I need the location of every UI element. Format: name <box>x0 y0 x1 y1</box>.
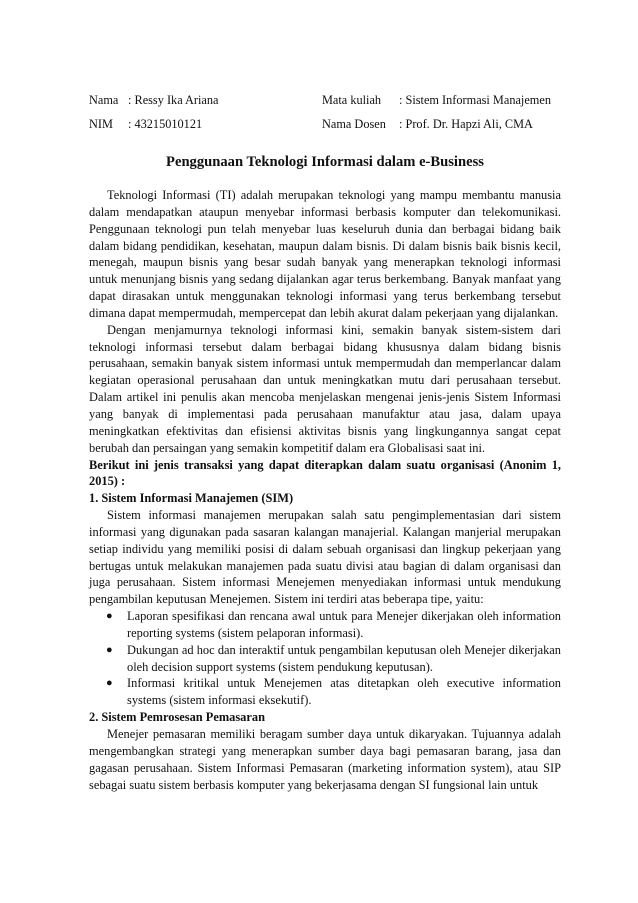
dosen-label: Nama Dosen <box>322 117 386 131</box>
section-2-heading: 2. Sistem Pemrosesan Pemasaran <box>89 710 265 725</box>
nim-label: NIM <box>89 117 113 131</box>
section-2-text: Menejer pemasaran memiliki beragam sumber daya untuk dikaryakan. Tujuannya adalah mengembangkan strategi yang menerapkan sumber daya bagi pemasaran barang, jasa dan gagasan perusahaan. Sistem Informasi Pemasaran (marketing information system), atau SIP sebagai suatu sistem berbasis komputer yang bekerjasama dengan SI fungsional lain untuk <box>89 727 561 792</box>
document-title: Penggunaan Teknologi Informasi dalam e-Business <box>166 154 484 170</box>
document-body <box>89 187 561 793</box>
matkul-label: Mata kuliah <box>322 93 382 107</box>
paragraph-1: Teknologi Informasi (TI) adalah merupakan teknologi yang mampu membantu manusia dalam mendapatkan ataupun menyebar informasi berbasis komputer dan telekomunikasi. Penggunaan teknologi pun telah menyebar luas keseluruh dunia dan berbagai bidang baik dalam bidang pendidikan, kesehatan, maupun dalam bisnis. Di dalam bisnis baik bisnis kecil, menegah, maupun bisnis yang besar sudah banyak yang menerapkan teknologi informasi untuk menunjang bisnis yang sedang dijalankan agar terus berkembang. Banyak manfaat yang dapat dirasakan untuk menggunakan teknologi informasi yang terus berkembang tersebut dimana dapat mempermudah, mempercepat dan lebih akurat dalam pekerjaan yang dijalankan. <box>89 188 561 320</box>
paragraph-2: Dengan menjamurnya teknologi informasi kini, semakin banyak sistem-sistem dari teknologi informasi tersebut dalam berbagai bidang khususnya dalam bidang bisnis perusahaan, semakin banyak sistem informasi untuk mempermudah dan memperlancar dalam kegiatan operasional perusahaan dan untuk meningkatkan mutu dari perusahaan tersebut. Dalam artikel ini penulis akan mencoba menjelaskan mengenai jenis-jenis Sistem Informasi yang banyak di implementasi pada perusahaan manufaktur atau jasa, dalam upaya meningkatkan efektivitas dan efisiensi aktivitas bisnis yang lingkungannya sangat cepat berubah dan persaingan yang semakin kompetitif dalam era Globalisasi saat ini. <box>89 322 561 455</box>
section-1-heading: 1. Sistem Informasi Manajemen (SIM) <box>89 491 294 506</box>
bullet-icon: ● <box>106 610 113 623</box>
nim-value: : 43215010121 <box>128 117 203 131</box>
list-item-text: Informasi kritikal untuk Menejemen atas ditetapkan oleh executive information systems (sistem informasi eksekutif). <box>127 676 561 708</box>
list-item <box>106 642 561 676</box>
section-1-text: Sistem informasi manajemen merupakan salah satu pengimplementasian dari sistem informasi yang digunakan pada sasaran kalangan manajerial. Kalangan manjerial merupakan setiap individu yang memiliki posisi di dalam sebuah organisasi dan lingkup pekerjaan yang bertugas untuk melakukan manajemen pada suatu divisi atau bagian di dalam organisasi dan juga perusahaan. Sistem informasi Menejemen menyediakan informasi untuk mendukung pengambilan keputusan Menejemen. Sistem ini terdiri atas beberapa tipe, yaitu: <box>89 508 561 607</box>
list-item <box>106 675 561 709</box>
matkul-value: : Sistem Informasi Manajemen <box>399 93 551 107</box>
bullet-icon: ● <box>106 677 113 690</box>
list-item-text: Dukungan ad hoc dan interaktif untuk pengambilan keputusan oleh Menejer dikerjakan oleh decision support systems (sistem pendukung keputusan). <box>127 642 561 674</box>
list-item-text: Laporan spesifikasi dan rencana awal untuk para Menejer dikerjakan oleh information reporting systems (sistem pelaporan informasi). <box>127 609 561 640</box>
nama-label: Nama <box>89 93 119 107</box>
dosen-value: : Prof. Dr. Hapzi Ali, CMA <box>399 117 533 131</box>
nama-value: : Ressy Ika Ariana <box>128 93 219 107</box>
bullet-icon: ● <box>106 643 113 656</box>
section-1-bullet-list <box>89 608 561 709</box>
list-item <box>106 608 561 642</box>
intro-bold-paragraph: Berikut ini jenis transaksi yang dapat diterapkan dalam suatu organisasi (Anonim 1, 2015) : <box>89 457 561 489</box>
